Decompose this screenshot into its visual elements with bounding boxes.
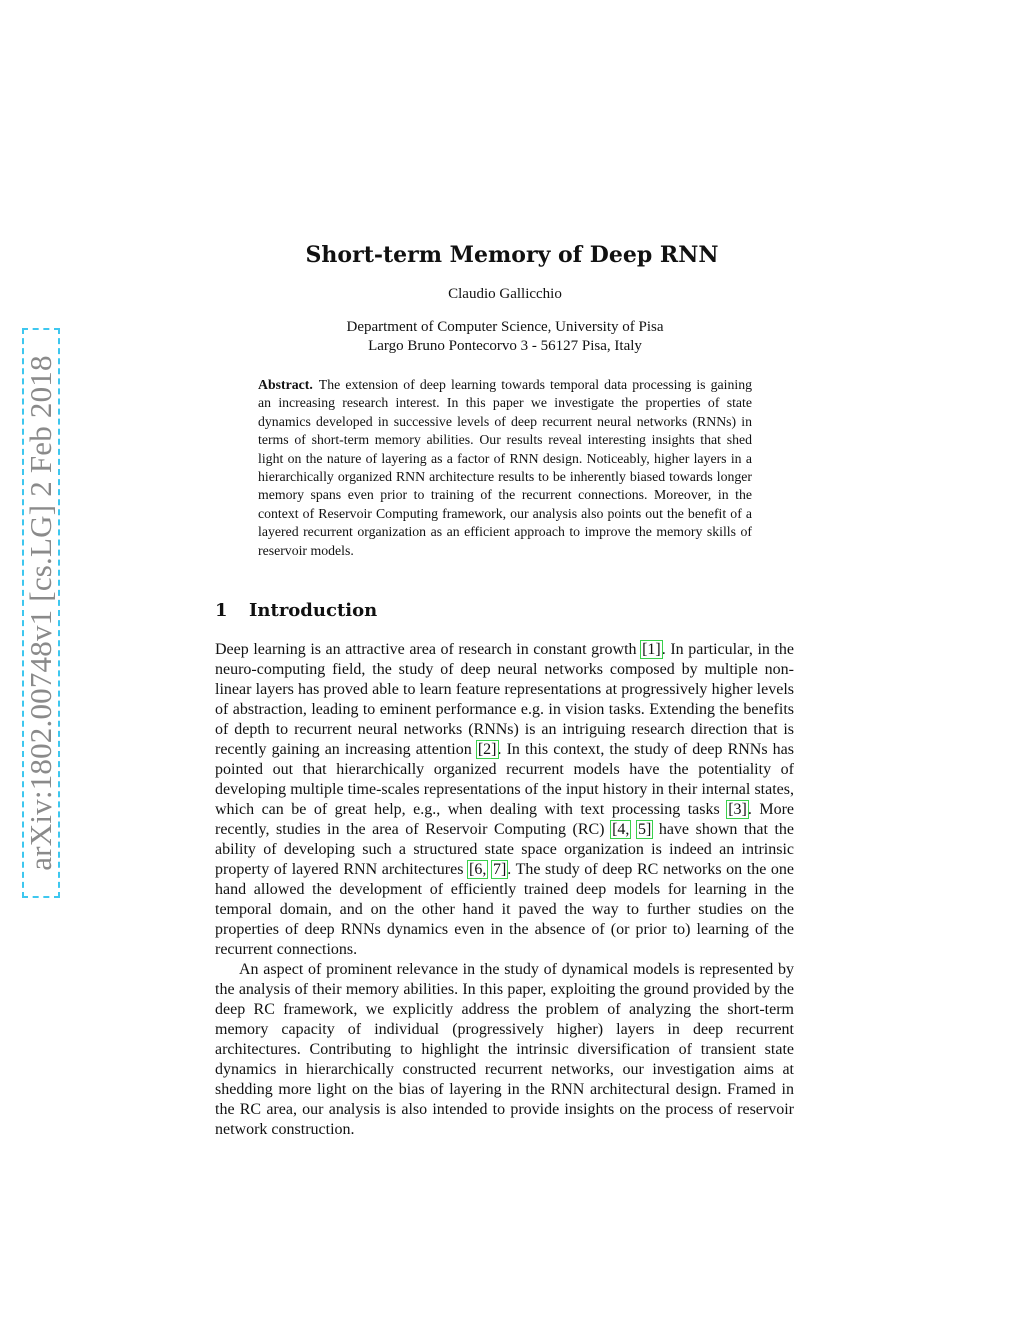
citation-link[interactable]: [1] — [642, 641, 661, 658]
paragraph-text: . In this context, the study of deep RNNs has pointed out that hierarchically organized recurrent models have the potentiality of developing multiple time-scales representations of the input history in their internal states, which can be of great help, e.g., when dealing with text processing tasks — [215, 741, 794, 818]
paragraph-text: Deep learning is an attractive area of research in constant growth — [215, 641, 642, 658]
introduction-body — [215, 640, 794, 1140]
section-number: 1 — [215, 600, 228, 621]
author-affiliation — [0, 318, 1010, 356]
section-heading-introduction — [215, 600, 377, 621]
paragraph: An aspect of prominent relevance in the study of dynamical models is represented by the analysis of their memory abilities. In this paper, exploiting the ground provided by the deep RC framework, we explicitly address the problem of analyzing the short-term memory capacity of individual (progressively higher) layers in deep recurrent architectures. Contributing to highlight the intrinsic diversification of transient state dynamics in hierarchically constructed recurrent networks, our investigation aims at shedding more light on the bias of layering in the RNN architectural design. Framed in the RC area, our analysis is also intended to provide insights on the process of reservoir network construction. — [215, 961, 794, 1138]
citation-link[interactable]: 7] — [492, 861, 507, 878]
abstract-text: The extension of deep learning towards temporal data processing is gaining an increasing research interest. In this paper we investigate the properties of state dynamics developed in successive levels of deep recurrent neural networks (RNNs) in terms of short-term memory abilities. Our results reveal interesting insights that shed light on the nature of layering as a factor of RNN design. Noticeably, higher layers in a hierarchically organized RNN architecture results to be inherently biased towards longer memory spans even prior to training of the recurrent connections. Moreover, in the context of Reservoir Computing framework, our analysis also points out the benefit of a layered recurrent organization as an efficient approach to improve the memory skills of reservoir models. — [258, 377, 752, 558]
abstract-label: Abstract. — [258, 377, 313, 392]
affiliation-line-1: Department of Computer Science, University of Pisa — [346, 319, 664, 335]
citation-link[interactable]: [3] — [728, 801, 747, 818]
paragraph-text: . In particular, in the neuro-computing field, the study of deep neural networks composed by multiple non-linear layers has proved able to learn feature representations at progressively higher levels of abstraction, leading to eminent performance e.g. in vision tasks. Extending the benefits of depth to recurrent neural networks (RNNs) is an intriguing research direction that is recently gaining an increasing attention — [215, 641, 795, 758]
affiliation-line-2: Largo Bruno Pontecorvo 3 - 56127 Pisa, Italy — [368, 338, 642, 354]
paragraph-text: have shown that the ability of developing such a structured state space organization is indeed an intrinsic property of layered RNN architectures — [215, 821, 795, 878]
citation-link[interactable]: [4, — [612, 821, 630, 838]
paragraph-text: . The study of deep RC networks on the one hand allowed the development of efficiently trained deep models for learning in the temporal domain, and on the other hand it paved the way to further studies on the properties of deep RNNs dynamics even in the absence of (or prior to) learning of the recurrent connections. — [215, 861, 795, 958]
author-name: Claudio Gallicchio — [448, 286, 562, 302]
citation-link[interactable]: [2] — [477, 741, 497, 758]
section-title: Introduction — [249, 600, 378, 621]
citation-link[interactable]: 5] — [637, 821, 652, 838]
paragraph — [215, 640, 794, 960]
citation-link[interactable]: [6, — [469, 861, 487, 878]
arxiv-identifier-text: arXiv:1802.00748v1 [cs.LG] 2 Feb 2018 — [23, 355, 58, 871]
arxiv-identifier-stamp — [22, 328, 60, 898]
paragraph-text: . More recently, studies in the area of Reservoir Computing (RC) — [215, 801, 794, 838]
abstract — [258, 376, 752, 560]
paper-title: Short-term Memory of Deep RNN — [305, 242, 719, 268]
